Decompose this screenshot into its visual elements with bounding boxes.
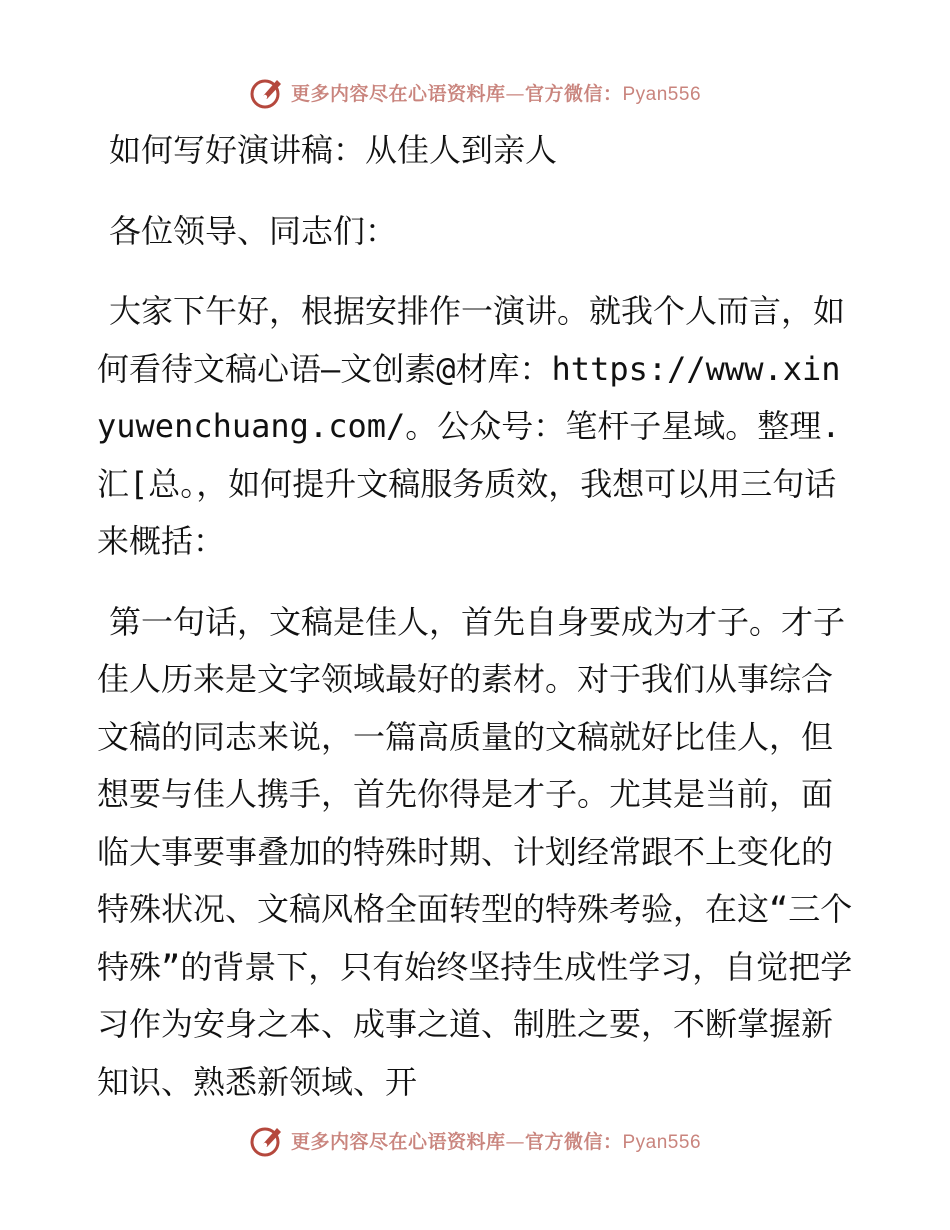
banner-text: 更多内容尽在心语资料库—官方微信：Pyan556	[290, 82, 702, 105]
banner-text: 更多内容尽在心语资料库—官方微信：Pyan556	[290, 1130, 702, 1153]
document-body	[97, 122, 857, 1134]
pen-nib-logo-icon	[249, 74, 285, 110]
paragraph-2: 第一句话，文稿是佳人，首先自身要成为才子。才子佳人历来是文字领域最好的素材。对于我们从事综合文稿的同志来说，一篇高质量的文稿就好比佳人，但想要与佳人携手，首先你得是才子。尤其是当前，面临大事要事叠加的特殊时期、计划经常跟不上变化的特殊状况、文稿风格全面转型的特殊考验，在这“三个特殊”的背景下，只有始终坚持生成性学习，自觉把学习作为安身之本、成事之道、制胜之要，不断掌握新知识、熟悉新领域、开	[97, 602, 853, 1101]
salutation: 各位领导、同志们：	[109, 211, 398, 250]
header-banner	[0, 72, 950, 112]
footer-banner	[0, 1120, 950, 1160]
pen-nib-logo-icon	[249, 1122, 285, 1158]
document-title: 如何写好演讲稿：从佳人到亲人	[109, 131, 558, 169]
paragraph-1: 大家下午好，根据安排作一演讲。就我个人而言，如何看待文稿心语—文创素@材库：https://www.xinyuwenchuang.com/。公众号：笔杆子星域。整理.汇[总。，如何提升文稿服务质效，我想可以用三句话来概括：	[97, 292, 846, 560]
